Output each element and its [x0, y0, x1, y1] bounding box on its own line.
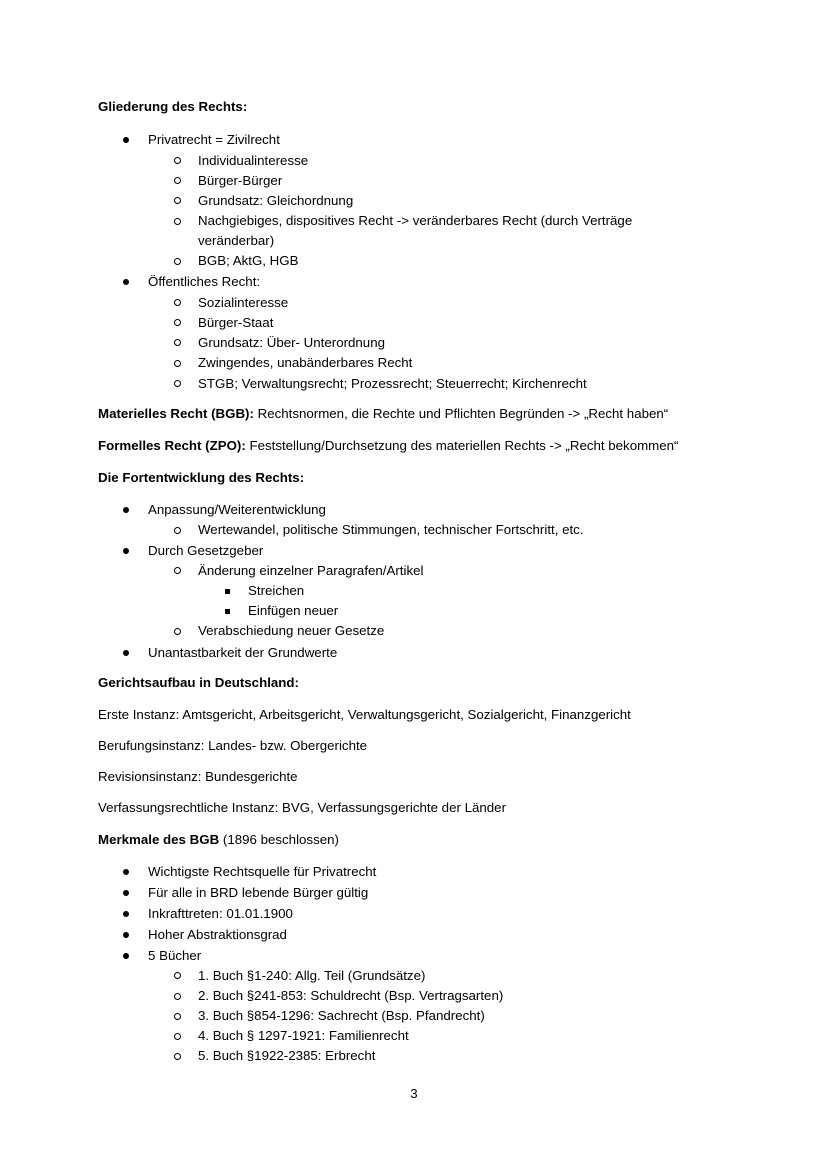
list-item: Wichtigste Rechtsquelle für Privatrecht [148, 864, 377, 879]
heading-fortentwicklung: Die Fortentwicklung des Rechts: [98, 470, 305, 485]
paragraph-verfassungsinstanz: Verfassungsrechtliche Instanz: BVG, Verfassungsgerichte der Länder [98, 800, 507, 815]
list-item: Anpassung/Weiterentwicklung [148, 502, 326, 517]
label-bgb: Merkmale des BGB [98, 832, 220, 847]
list-item: 5. Buch §1922-2385: Erbrecht [198, 1048, 376, 1063]
list-item: Zwingendes, unabänderbares Recht [198, 355, 413, 370]
circle-bullet-icon [174, 1013, 181, 1020]
bullet-icon [123, 890, 129, 896]
list-item: Verabschiedung neuer Gesetze [198, 623, 385, 638]
bullet-icon [123, 279, 129, 285]
label-materiell: Materielles Recht (BGB): [98, 406, 254, 421]
circle-bullet-icon [174, 177, 181, 184]
list-item: Durch Gesetzgeber [148, 543, 264, 558]
list-item: Für alle in BRD lebende Bürger gültig [148, 885, 369, 900]
list-item: 3. Buch §854-1296: Sachrecht (Bsp. Pfandrecht) [198, 1008, 485, 1023]
circle-bullet-icon [174, 527, 181, 534]
circle-bullet-icon [174, 628, 181, 635]
circle-bullet-icon [174, 218, 181, 225]
circle-bullet-icon [174, 360, 181, 367]
list-item: BGB; AktG, HGB [198, 253, 299, 268]
list-item: Bürger-Bürger [198, 173, 283, 188]
page-number: 3 [410, 1086, 418, 1101]
list-item: Hoher Abstraktionsgrad [148, 927, 287, 942]
circle-bullet-icon [174, 299, 181, 306]
square-bullet-icon [225, 589, 230, 594]
paragraph-formell [98, 436, 678, 456]
bullet-icon [123, 869, 129, 875]
bullet-icon [123, 548, 129, 554]
circle-bullet-icon [174, 380, 181, 387]
bullet-icon [123, 932, 129, 938]
circle-bullet-icon [174, 157, 181, 164]
heading-bgb [98, 830, 339, 850]
text-formell: Feststellung/Durchsetzung des materiellen Rechts -> „Recht bekommen“ [245, 438, 679, 453]
circle-bullet-icon [174, 197, 181, 204]
bullet-icon [123, 650, 129, 656]
square-bullet-icon [225, 609, 230, 614]
circle-bullet-icon [174, 258, 181, 265]
list-item: 4. Buch § 1297-1921: Familienrecht [198, 1028, 409, 1043]
heading-gliederung: Gliederung des Rechts: [98, 99, 248, 114]
circle-bullet-icon [174, 319, 181, 326]
list-item: Öffentliches Recht: [148, 274, 261, 289]
list-item: Unantastbarkeit der Grundwerte [148, 645, 338, 660]
paragraph-erste-instanz: Erste Instanz: Amtsgericht, Arbeitsgericht, Verwaltungsgericht, Sozialgericht, Finanzgericht [98, 707, 631, 722]
list-item: STGB; Verwaltungsrecht; Prozessrecht; Steuerrecht; Kirchenrecht [198, 376, 587, 391]
list-item: Individualinteresse [198, 153, 309, 168]
bullet-icon [123, 953, 129, 959]
list-item: Wertewandel, politische Stimmungen, technischer Fortschritt, etc. [198, 522, 584, 537]
heading-gerichtsaufbau: Gerichtsaufbau in Deutschland: [98, 675, 299, 690]
text-bgb: (1896 beschlossen) [219, 832, 339, 847]
bullet-icon [123, 911, 129, 917]
paragraph-berufungsinstanz: Berufungsinstanz: Landes- bzw. Obergerichte [98, 738, 368, 753]
list-item: Privatrecht = Zivilrecht [148, 132, 280, 147]
circle-bullet-icon [174, 567, 181, 574]
list-item: 5 Bücher [148, 948, 202, 963]
paragraph-revisionsinstanz: Revisionsinstanz: Bundesgerichte [98, 769, 298, 784]
list-item: Änderung einzelner Paragrafen/Artikel [198, 563, 424, 578]
bullet-icon [123, 137, 129, 143]
list-item: Einfügen neuer [248, 603, 339, 618]
label-formell: Formelles Recht (ZPO): [98, 438, 246, 453]
list-item: Nachgiebiges, dispositives Recht -> veränderbares Recht (durch Verträge [198, 213, 633, 228]
text-materiell: Rechtsnormen, die Rechte und Pflichten Begründen -> „Recht haben“ [253, 406, 669, 421]
bullet-icon [123, 507, 129, 513]
list-item: Grundsatz: Über- Unterordnung [198, 335, 385, 350]
list-item-continuation: veränderbar) [198, 233, 275, 248]
circle-bullet-icon [174, 993, 181, 1000]
list-item: Grundsatz: Gleichordnung [198, 193, 354, 208]
circle-bullet-icon [174, 972, 181, 979]
circle-bullet-icon [174, 339, 181, 346]
list-item: Inkrafttreten: 01.01.1900 [148, 906, 293, 921]
list-item: 2. Buch §241-853: Schuldrecht (Bsp. Vertragsarten) [198, 988, 504, 1003]
circle-bullet-icon [174, 1053, 181, 1060]
list-item: Sozialinteresse [198, 295, 289, 310]
list-item: 1. Buch §1-240: Allg. Teil (Grundsätze) [198, 968, 426, 983]
list-item: Bürger-Staat [198, 315, 274, 330]
paragraph-materiell [98, 404, 668, 424]
circle-bullet-icon [174, 1033, 181, 1040]
list-item: Streichen [248, 583, 305, 598]
